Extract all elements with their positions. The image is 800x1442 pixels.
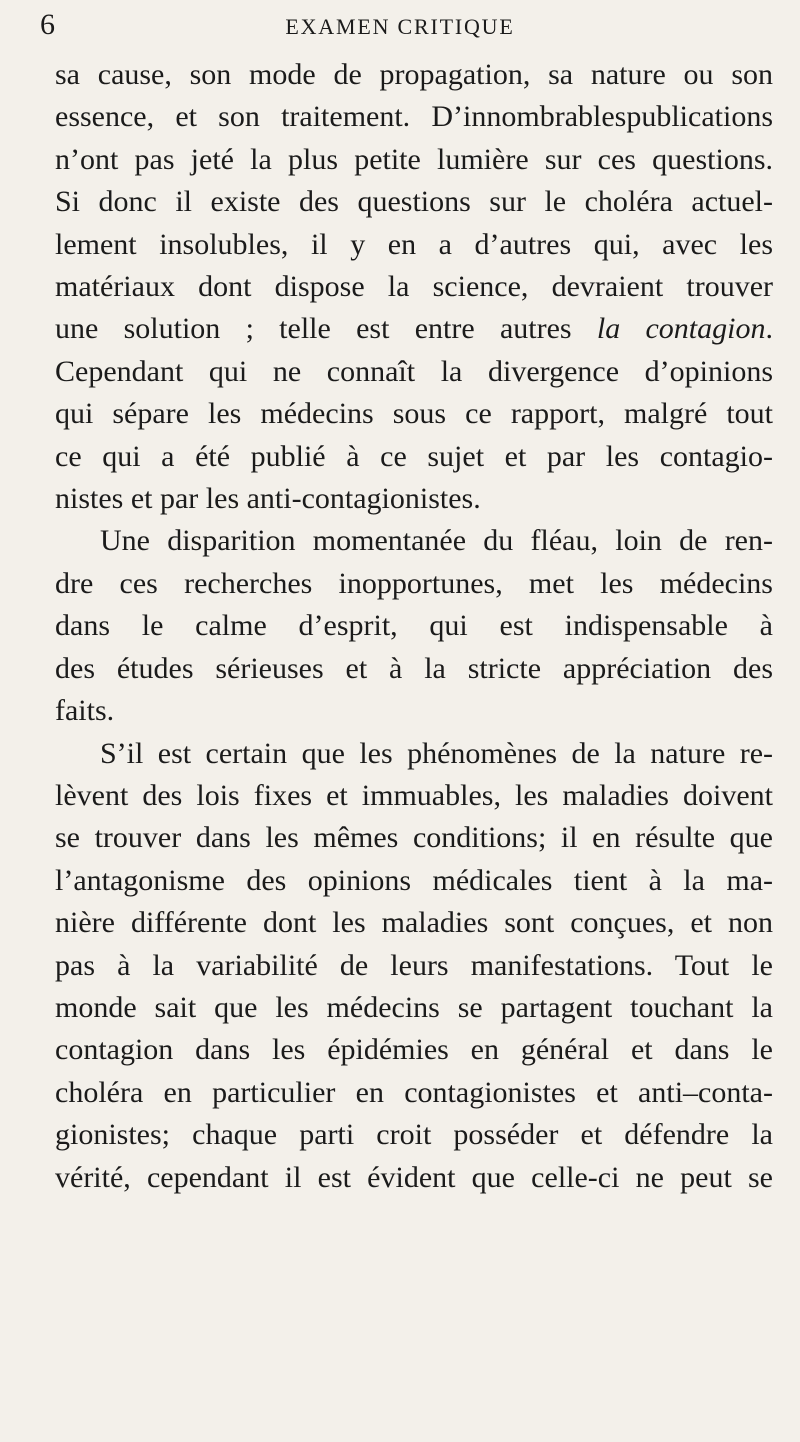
text-line: faits. [55,694,115,728]
text-line: choléra en particulier en contagionistes et anti–conta- [55,1075,773,1109]
text-line: S’il est certain que les phénomènes de la nature re- [100,736,773,770]
paragraph [55,54,773,520]
text-line: ce qui a été publié à ce sujet et par les contagio- [55,439,773,473]
page-header [40,10,760,60]
text-line: l’antagonisme des opinions médicales tient à la ma- [55,863,773,897]
text-line: nistes et par les anti-contagionistes. [55,482,481,516]
italic-term: la contagion [596,312,766,346]
text-line: Une disparition momentanée du fléau, loin de ren- [100,524,773,558]
paragraph [55,733,773,1199]
text-run: une solution ; telle est entre autres [55,312,597,346]
text-line: Cependant qui ne connaît la divergence d’opinions [55,354,773,388]
text-line: qui sépare les médecins sous ce rapport, malgré tout [55,397,773,431]
text-line: n’ont pas jeté la plus petite lumière sur ces questions. [55,142,773,176]
text-run: . [765,312,773,346]
text-line: contagion dans les épidémies en général et dans le [55,1033,773,1067]
text-line: dre ces recherches inopportunes, met les médecins [55,566,773,600]
running-head: EXAMEN CRITIQUE [285,14,515,39]
text-line: pas à la variabilité de leurs manifestations. Tout le [55,948,773,982]
text-line: essence, et son traitement. D’innombrablespublications [55,100,773,134]
text-line: lement insolubles, il y en a d’autres qui, avec les [55,227,773,261]
text-line: vérité, cependant il est évident que celle-ci ne peut se [55,1160,773,1194]
text-line: dans le calme d’esprit, qui est indispensable à [55,609,773,643]
body-text [55,54,773,1199]
text-line [55,308,773,350]
text-line: nière différente dont les maladies sont conçues, et non [55,906,773,940]
text-line: lèvent des lois fixes et immuables, les maladies doivent [55,778,773,812]
page-number: 6 [40,8,55,41]
text-line: monde sait que les médecins se partagent touchant la [55,990,773,1024]
text-line: matériaux dont dispose la science, devraient trouver [55,270,773,304]
text-line: se trouver dans les mêmes conditions; il en résulte que [55,821,773,855]
paragraph [55,520,773,732]
text-line: des études sérieuses et à la stricte appréciation des [55,651,773,685]
text-line: gionistes; chaque parti croit posséder et défendre la [55,1118,773,1152]
text-line: sa cause, son mode de propagation, sa nature ou son [55,58,773,91]
text-line: Si donc il existe des questions sur le choléra actuel- [55,185,773,219]
